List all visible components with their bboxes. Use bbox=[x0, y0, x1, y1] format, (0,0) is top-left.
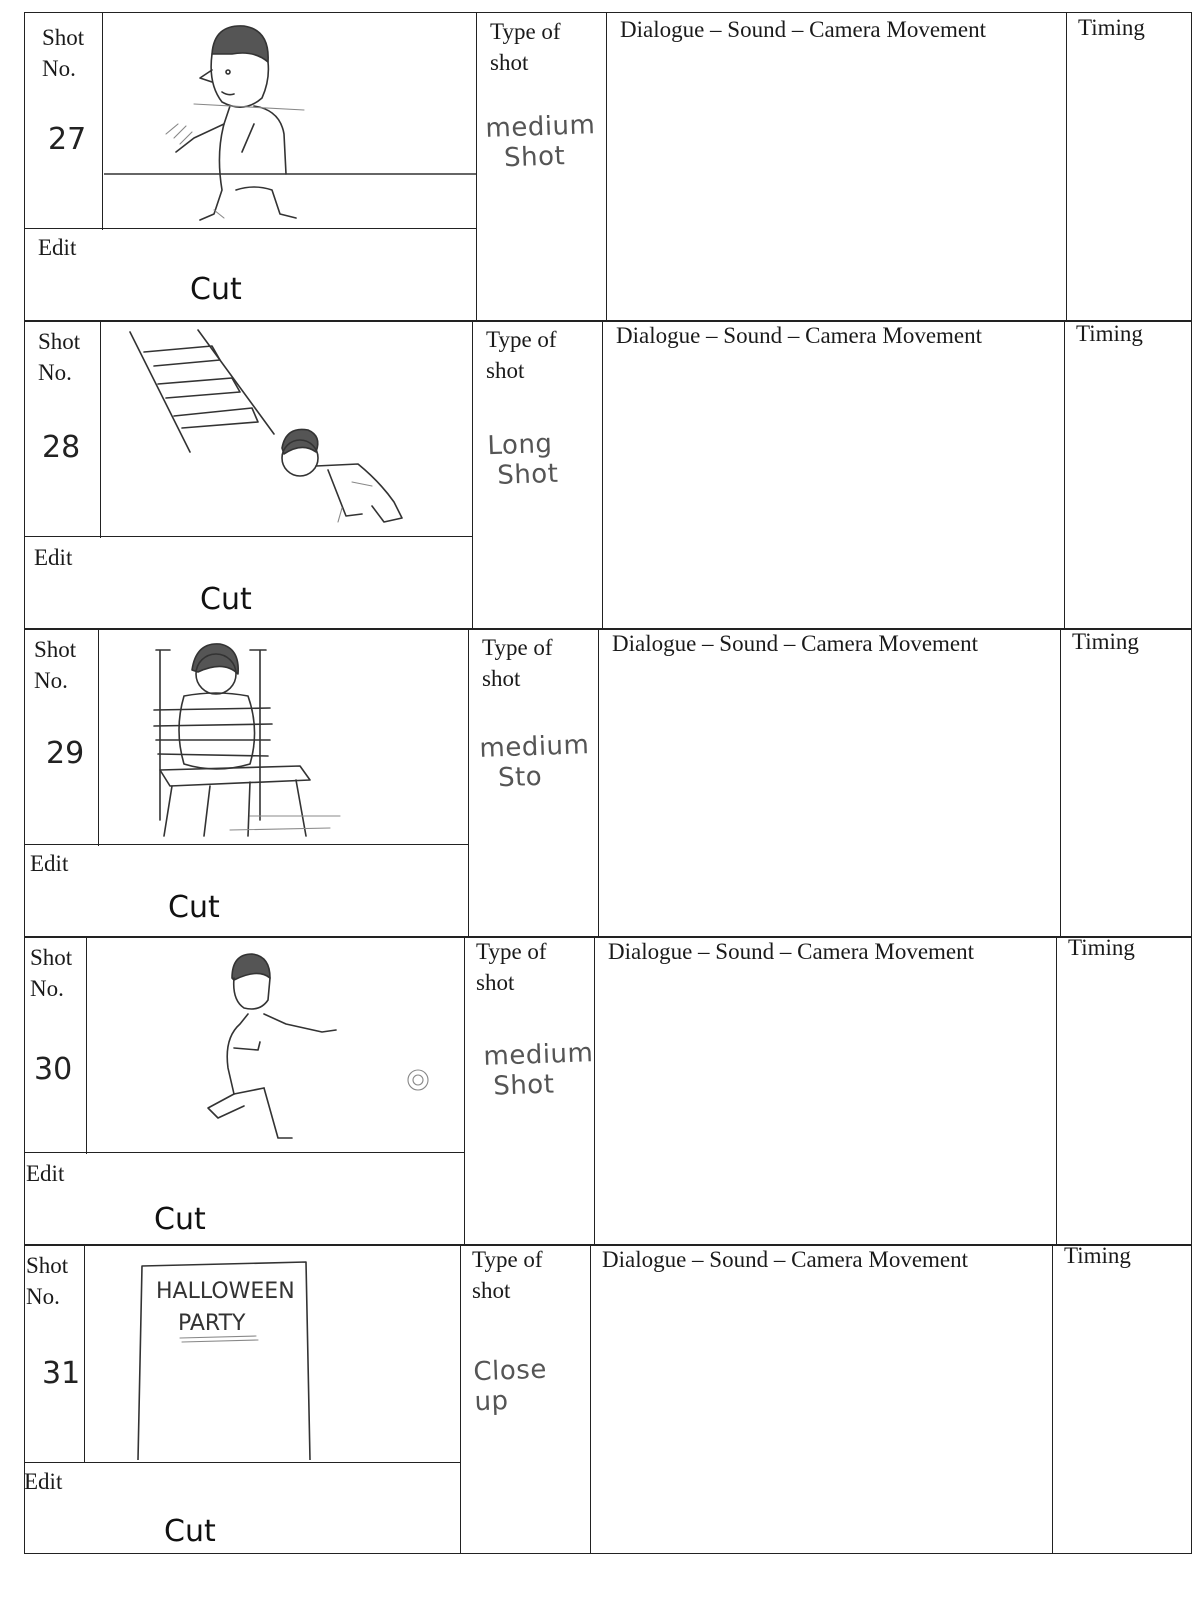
edit-label: Edit bbox=[38, 235, 77, 260]
edit-label: Edit bbox=[34, 545, 73, 570]
type-of-shot-value: medium Sto bbox=[478, 730, 590, 794]
dialogue-sound-camera-label: Dialogue – Sound – Camera Movement bbox=[612, 631, 979, 656]
edit-value: Cut bbox=[200, 582, 252, 617]
dialogue-sound-camera-label: Dialogue – Sound – Camera Movement bbox=[608, 939, 975, 964]
timing-label: Timing bbox=[1068, 935, 1135, 960]
shot-no-label: Shot No. bbox=[30, 945, 73, 1001]
type-of-shot-value: Close up bbox=[472, 1354, 548, 1418]
storyboard-row-shot-28 bbox=[24, 320, 1192, 630]
shot-no-label: Shot No. bbox=[26, 1253, 69, 1309]
storyboard-row-shot-30 bbox=[24, 936, 1192, 1246]
shot-27-sketch bbox=[104, 14, 476, 228]
storyboard-row-shot-29 bbox=[24, 628, 1192, 938]
shot-28-sketch bbox=[102, 322, 472, 536]
type-of-shot-value: medium Shot bbox=[484, 110, 596, 174]
timing-label: Timing bbox=[1076, 321, 1143, 346]
shot-number: 31 bbox=[42, 1356, 81, 1391]
shot-number: 27 bbox=[48, 122, 87, 157]
type-of-shot-label: Type of shot bbox=[486, 327, 557, 383]
shot-number: 30 bbox=[34, 1052, 73, 1087]
edit-label: Edit bbox=[30, 851, 69, 876]
shot-no-label: Shot No. bbox=[34, 637, 77, 693]
dialogue-sound-camera-label: Dialogue – Sound – Camera Movement bbox=[602, 1247, 969, 1272]
edit-label: Edit bbox=[26, 1161, 65, 1186]
type-of-shot-label: Type of shot bbox=[476, 939, 547, 995]
type-of-shot-value: Long Shot bbox=[486, 428, 559, 491]
type-of-shot-label: Type of shot bbox=[490, 19, 561, 75]
type-of-shot-label: Type of shot bbox=[472, 1247, 543, 1303]
edit-value: Cut bbox=[154, 1202, 206, 1237]
shot-30-sketch bbox=[88, 938, 464, 1152]
sketch-text-party: PARTY bbox=[178, 1311, 246, 1336]
type-of-shot-value: medium Shot bbox=[482, 1038, 594, 1102]
shot-31-sketch bbox=[86, 1246, 460, 1460]
timing-label: Timing bbox=[1072, 629, 1139, 654]
edit-value: Cut bbox=[190, 272, 242, 307]
edit-value: Cut bbox=[164, 1514, 216, 1549]
type-of-shot-label: Type of shot bbox=[482, 635, 553, 691]
shot-no-label: Shot No. bbox=[42, 25, 85, 81]
edit-value: Cut bbox=[168, 890, 220, 925]
shot-29-sketch bbox=[100, 630, 468, 844]
storyboard-row-shot-31 bbox=[24, 1244, 1192, 1554]
dialogue-sound-camera-label: Dialogue – Sound – Camera Movement bbox=[616, 323, 983, 348]
timing-label: Timing bbox=[1064, 1243, 1131, 1268]
edit-label: Edit bbox=[24, 1469, 63, 1494]
dialogue-sound-camera-label: Dialogue – Sound – Camera Movement bbox=[620, 17, 987, 42]
shot-number: 29 bbox=[46, 736, 85, 771]
shot-number: 28 bbox=[42, 430, 81, 465]
timing-label: Timing bbox=[1078, 15, 1145, 40]
shot-no-label: Shot No. bbox=[38, 329, 81, 385]
storyboard-row-shot-27 bbox=[24, 12, 1192, 322]
sketch-text-halloween: HALLOWEEN bbox=[156, 1279, 295, 1304]
